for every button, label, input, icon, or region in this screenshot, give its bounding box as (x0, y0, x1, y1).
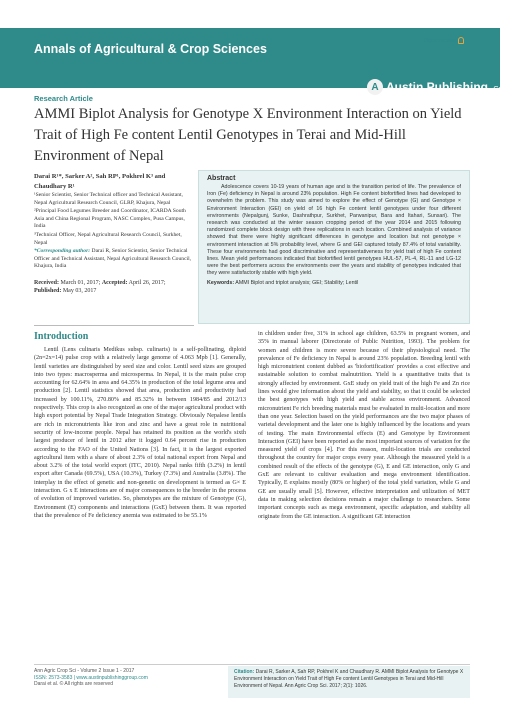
open-access-badge: Open Access (424, 37, 464, 44)
divider (34, 325, 194, 326)
abstract-text: Adolescence covers 10-19 years of human age and is the transition period of life. The prevalence of Iron (Fe) deficiency in Nepal is around 23% population. High Fe content biofortified lines had developed to overwhelm the problem. This study was aimed to explore the effect of Genotype (G) and Genotype × Environment Interaction (GEI) on yield of 16 high Fe content lentil genotypes under four different environments (Nepalgunj, Sunke, Dashrathpur, Surkhet, Parwanipur, Bara and Itahari, Sunsari). The research was conducted at the winter season cropping period of the year 2014 and 2015 following randomized complete block design with three replications in each location. Combined analysis of variance showed that there were highly significant differences in genotype and location but not genotype × environment interaction at 5% probability level, where G and GEI captured totally 87.4% of total variability. These four environments had good discriminative and representativeness for yield trait of high Fe content lines. Mean yield performances indicated that biofortified lentil genotypes HUL-57, PL-4, RL-11 and LG-12 were the best performers across the environments over the years and stability of genotypes indicated that they were satisfactorily stable with high yield. (207, 184, 461, 277)
corresponding-label: *Corresponding author: (34, 248, 91, 255)
affiliation-3: ³Technical Officer, Nepal Agricultural Research Council, Surkhet, Nepal (34, 231, 182, 246)
footer-info: Ann Agric Crop Sci - Volume 2 Issue 1 - 2017 ISSN: 2573-3583 | www.austinpublishinggroup.com Darai et al. © All rights are reserved (34, 668, 224, 688)
affiliation-1: ¹Senior Scientist, Senior Technical officer and Technical Assistant, Nepal Agricultural Research Council, GLRP, Khajura, Nepal (34, 192, 183, 206)
keywords: Keywords: AMMI Biplot and triplot analysis; GEI; Stability; Lentil (207, 279, 359, 286)
publisher-brand[interactable] (367, 76, 513, 98)
body-column-left (34, 346, 246, 520)
open-lock-icon (458, 37, 464, 44)
intro-paragraph-right: in children under five, 31% in school age children, 63.5% in pregnant women, and 35% in manual laborer (Directorate of Public Nutrition, 1993). The problem for women and children is more severe because of their physiological need. The prevalence of Fe deficiency in Nepal is around 23% population. Breeding lentil with high micronutrient content dubbed as 'biofortification' provides a cost effective and sustainable solution to combat malnutrition. Yield is a quantitative traits that is strongly affected by environment. GxE study on yield trait of the high Fe and Zn rice lines would give information about the yield and stability, so that it could be selected the best genotypes with high yield and stable across environment. Advanced micronutrient Fe rich breeding materials must be evaluated in multi-location and more than one year. Selection based on the yield performances are the two major phases of varietal development and the later one is highly influenced by the locations and years of testing. The main Environmental effects (E) and Genotype by Environment Interaction (GEI) have been reported as the most important sources of variation for the measured yield of crops [4]. For this reason, multi-location trials are conducted throughout the country for major crops every year. Although the measured yield is a combined result of the effects of the genotype (G), E and GE interaction, only G and GxE are relevant to cultivar evaluation and mega environment identification. Typically, E explains mostly (80% or higher) of the total yield variation, while G and GE are usually small [5]. However, effective interpretation and utilization of MET data in making selection decisions remain a major challenge to researchers. Some important concepts such as mega environment, specific adaptation, and stability all originate from the GE interaction. A significant GE interaction (258, 331, 470, 520)
introduction-heading: Introduction (34, 331, 89, 342)
publisher-logo-icon: A (367, 79, 383, 95)
article-type: Research Article (34, 94, 93, 103)
footer-divider (34, 664, 470, 665)
body-column-right (258, 330, 470, 521)
citation-box: Citation: Darai R, Sarker A, Sah RP, Pokhrel K and Chaudhary R. AMMI Biplot Analysis for Genotype X Environment Interaction on Yield Trait of High Fe content Lentil Genotypes in Terai and Mid-Hill Environment of Nepal. Ann Agric Crop Sci. 2017; 2(1): 1026. (228, 666, 470, 698)
abstract-box (198, 170, 470, 324)
publisher-group: Group (493, 86, 513, 93)
author-list: Darai R¹*, Sarker A², Sah RP¹, Pokhrel K³ and Chaudhary R¹ (34, 173, 166, 190)
article-dates: Received: March 01, 2017; Accepted: April 26, 2017; Published: May 03, 2017 (34, 279, 166, 295)
journal-title: Annals of Agricultural & Crop Sciences (34, 42, 267, 56)
footer-issn-link[interactable]: ISSN: 2573-3583 | www.austinpublishinggroup.com (34, 674, 148, 681)
author-info (34, 172, 194, 296)
affiliation-2: ²Principal Food Legumes Breeder and Coordinator, ICARDA South Asia and China Regional Program, NASC Complex, Pusa Campus, India (34, 208, 186, 230)
abstract-heading: Abstract (207, 175, 236, 182)
article-title: AMMI Biplot Analysis for Genotype X Environment Interaction on Yield Trait of High Fe content Lentil Genotypes in Terai and Mid-Hill Environment of Nepal (34, 106, 462, 164)
corresponding-author: *Corresponding author: Darai R, Senior Scientist, Senior Technical Officer and Technical Assistant, Nepal Agricultural Research Council, Khajura, India (34, 248, 192, 270)
publisher-name: Austin Publishing Group (386, 80, 513, 94)
intro-paragraph-left: Lentil (Lens culinaris Medikus subsp. culinaris) is a self-pollinating, diploid (2n=2x=14) pulse crop with a relatively large genome of 4.063 Mpb [1]. Generally, lentil varieties are distinguished by seed size and color. Lentil seed sizes are grouped into two types: macrosperma and microsperma. In Nepal, it is the main pulse crop accounting for 62.64% in area and 64.35% in production of the total legume area and production [2]. Lentil statistics showed that area, production and productivity had increased by 100.11%, 270.80% and 85.32% in between 1984/85 and 2012/13 respectively. This crop is also recognized as one of the major agricultural product with high export potential by Nepal Trade Integration Strategy. Obviously Nepalese lentils are rich in micronutrients like iron and zinc and have a great role in nutritional security of low-income people. Nepal has retained its position as the world's sixth largest producer of lentil in 2012 after it logged 0.64 percent rise in production according to the FAO of the United Nations [3]. In fact, it is the largest exported agricultural item with a share of about 2.3% of total national export from Nepal and about 3.2% of the total world export (ITC, 2010). Nepal ranks fifth (3.2%) in lentil export after Canada (69.5%), USA (10.3%), Turkey (7.3%) and Australia (3.8%). The interplay in the effect of genetic and non-genetic on development is termed as G× E interaction. G x E interactions are of major consequences to the breeder in the process of evolution of improved varieties. So, phenotypes are the mixture of Genotype (G), Environment (E) components and interactions (GxE) between them. It was reported that the prevalence of Fe deficiency anemia was estimated to be 55.1% (34, 347, 246, 519)
